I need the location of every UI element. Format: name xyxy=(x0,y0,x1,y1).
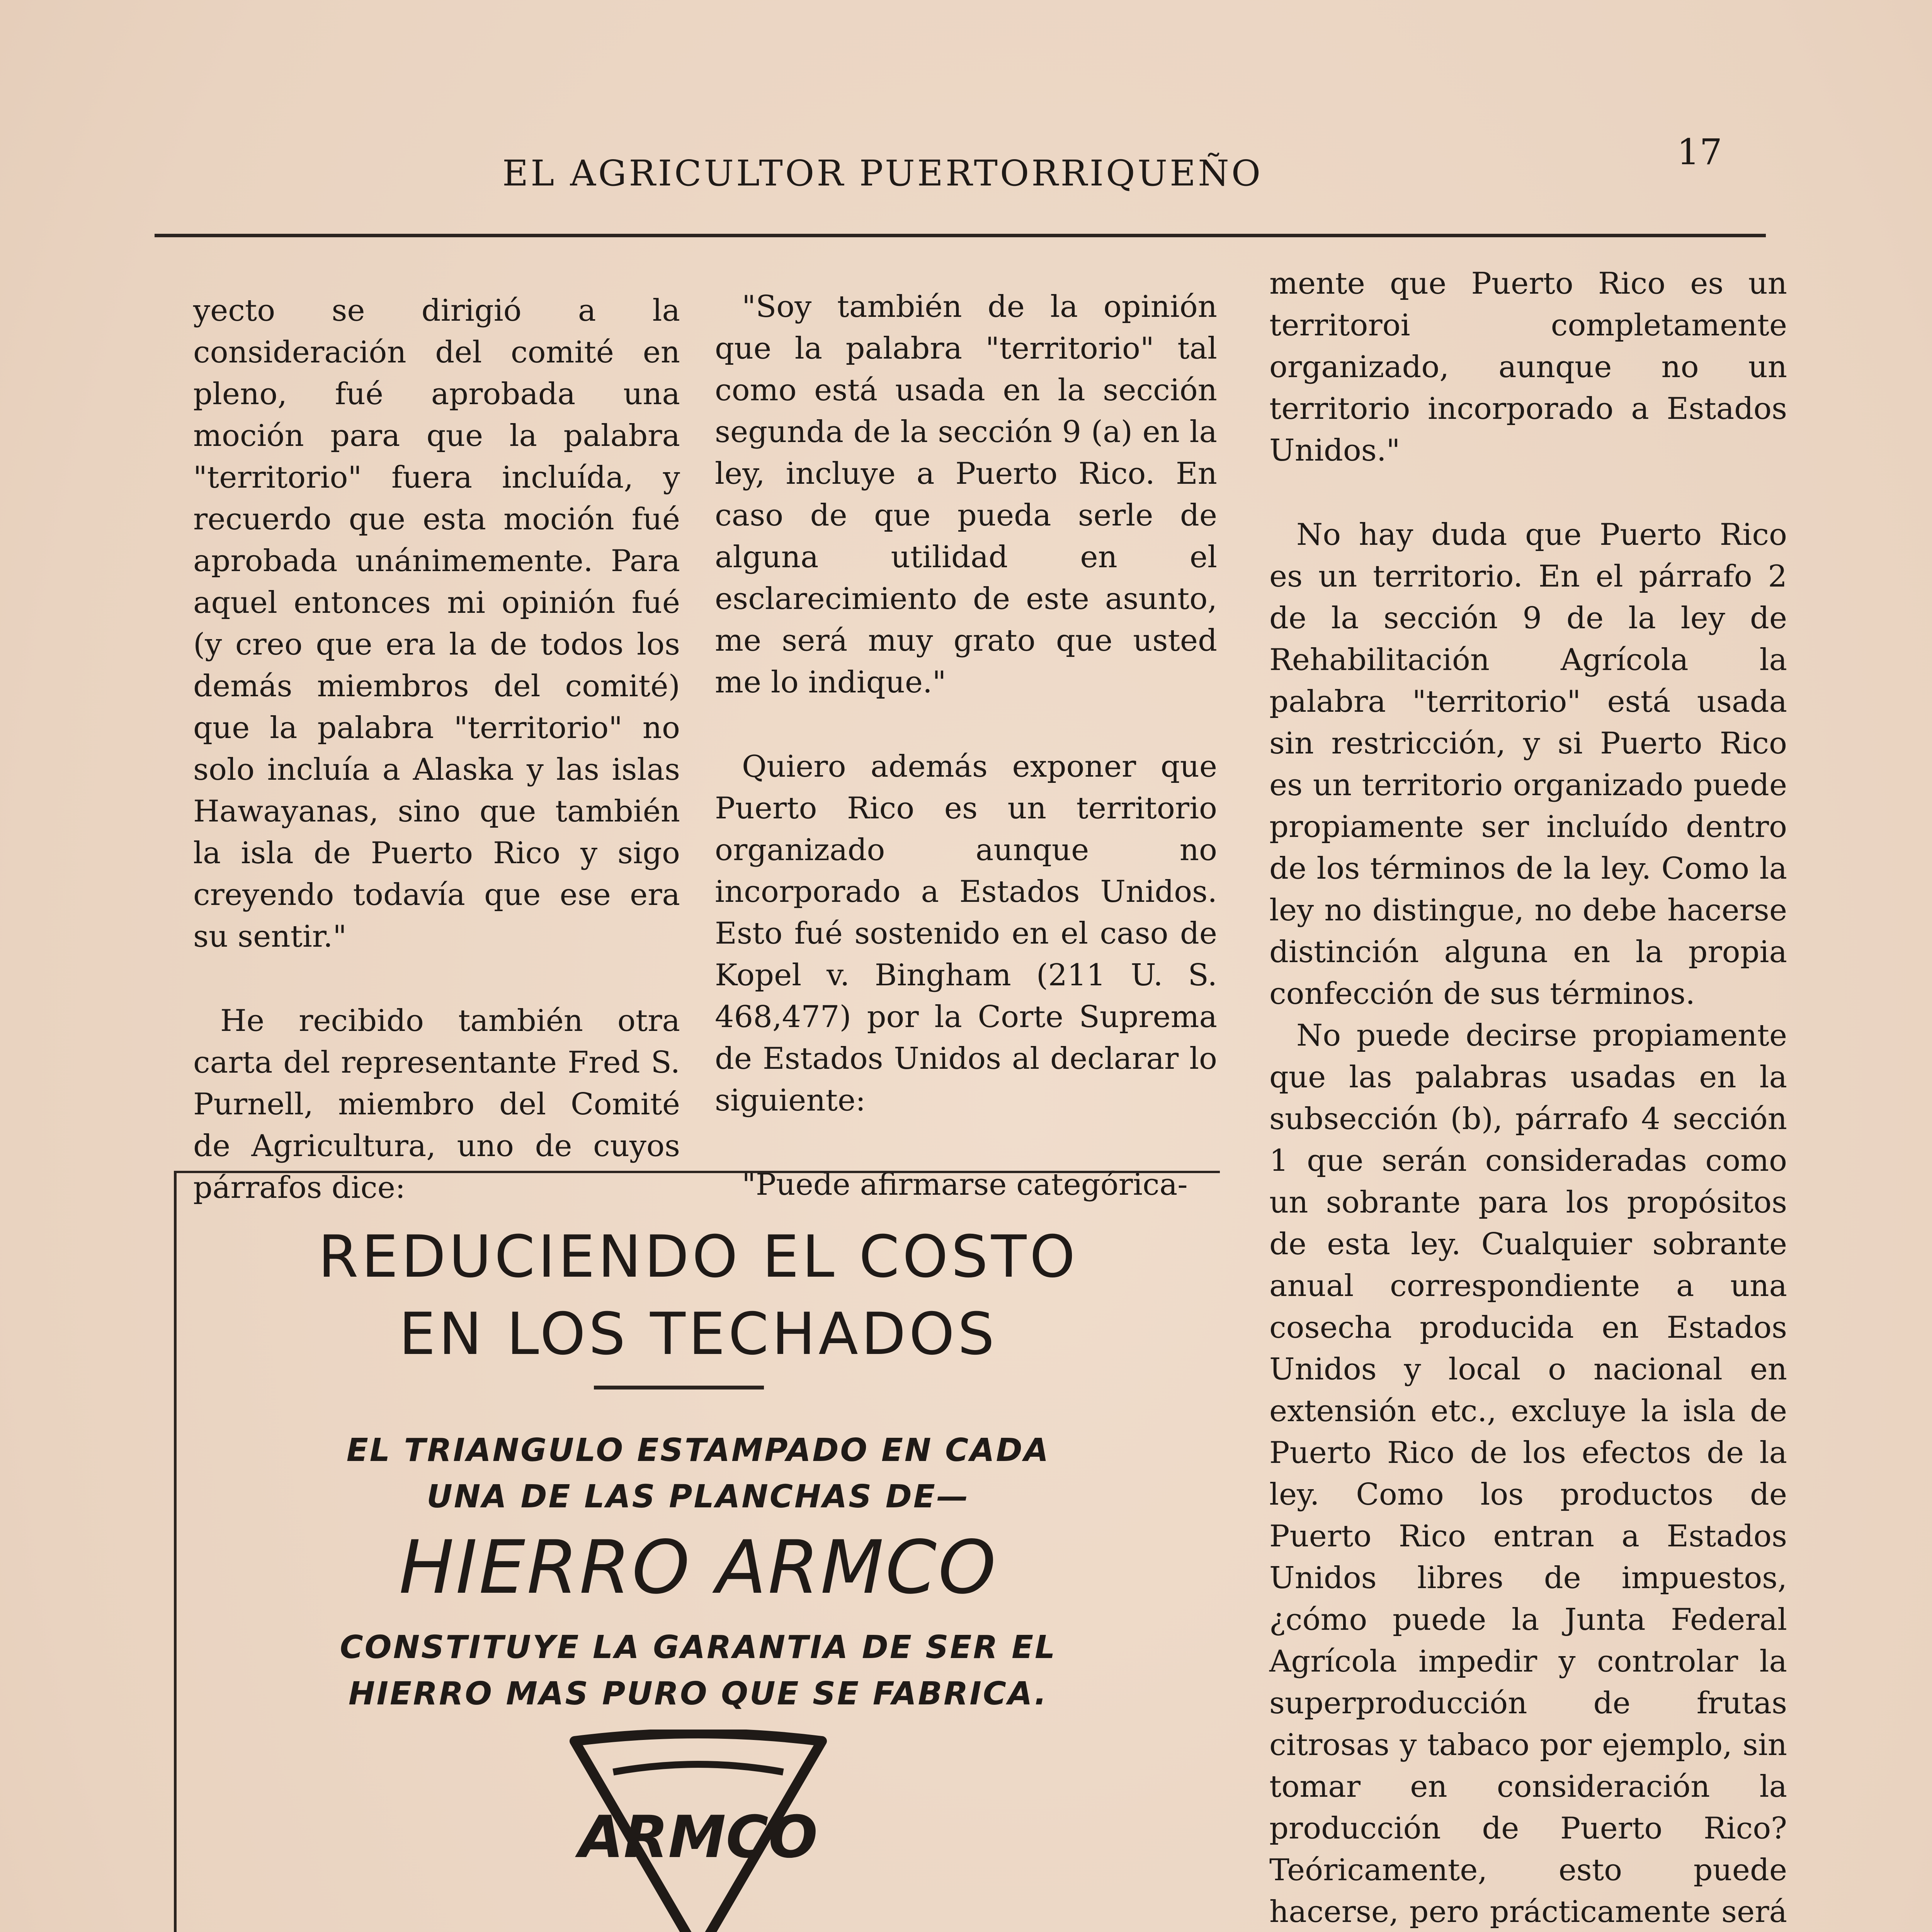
armco-triangle-logo-icon xyxy=(559,1730,837,1932)
column-3-paragraph-3: No puede decirse propiamente que las palabras usadas en la subsección (b), párrafo 4 sección 1 que serán consideradas como un sobrante para los propósitos de esta ley. Cualquier sobrante anual correspondiente a una cosecha producida en Estados Unidos y local o nacional en extensión etc., excluye la isla de Puerto Rico de los efectos de la ley. Como los productos de Puerto Rico entran a Estados Unidos libres de impuestos, ¿cómo puede la Junta Federal Agrícola impedir y controlar la superproducción de frutas citrosas y tabaco por ejemplo, sin tomar en consideración la producción de Puerto Rico? Teóricamente, esto puede hacerse, pero prácticamente será xyxy=(1269,1018,1787,1929)
column-3 xyxy=(1269,263,1787,1932)
column-2-paragraph-2: Quiero además exponer que Puerto Rico es un territorio organizado aunque no incorporado a Estados Unidos. Esto fué sostenido en el caso de Kopel v. Bingham (211 U. S. 468,477) por la Corte Suprema de Estados Unidos al declarar lo siguiente: xyxy=(715,749,1217,1118)
column-1 xyxy=(193,290,680,1251)
column-3-paragraph-2: No hay duda que Puerto Rico es un territorio. En el párrafo 2 de la sección 9 de la ley de Rehabilitación Agrícola la palabra "territorio" está usada sin restricción, y si Puerto Rico es un territorio organizado puede propiamente ser incluído dentro de los términos de la ley. Como la ley no distingue, no debe hacerse distinción alguna en la propia confección de sus términos. xyxy=(1269,517,1787,1011)
armco-advertisement xyxy=(174,1171,1220,1932)
column-2-paragraph-1: "Soy también de la opinión que la palabra "territorio" tal como está usada en la sección segunda de la sección 9 (a) en la ley, incluye a Puerto Rico. En caso de que pueda serle de alguna utilidad en el esclarecimiento de este asunto, me será muy grato que usted me lo indique." xyxy=(715,289,1217,700)
page-number: 17 xyxy=(1677,131,1723,173)
ad-tagline-1: EL TRIANGULO ESTAMPADO EN CADA xyxy=(346,1432,1050,1469)
ad-guarantee-1: CONSTITUYE LA GARANTIA DE SER EL xyxy=(340,1629,1057,1666)
column-2 xyxy=(715,286,1217,1248)
ad-headline-1: REDUCIENDO EL COSTO xyxy=(318,1223,1078,1291)
page-header-title: EL AGRICULTOR PUERTORRIQUEÑO xyxy=(502,153,1263,194)
ad-tagline-2: UNA DE LAS PLANCHAS DE— xyxy=(427,1478,970,1515)
ad-product-name: HIERRO ARMCO xyxy=(399,1525,998,1610)
column-1-paragraph-1: yecto se dirigió a la consideración del comité en pleno, fué aprobada una moción para que la palabra "territorio" fuera incluída, y recuerdo que esta moción fué aprobada unánimemente. Para aquel entonces mi opinión fué (y creo que era la de todos los demás miembros del comité) que la palabra "territorio" no solo incluía a Alaska y las islas Hawayanas, sino que también la isla de Puerto Rico y sigo creyendo todavía que ese era su sentir." xyxy=(193,293,680,954)
ad-headline-2: EN LOS TECHADOS xyxy=(399,1301,998,1368)
ad-short-rule xyxy=(594,1386,764,1389)
armco-logo-text: ARMCO xyxy=(578,1804,818,1871)
column-2-paragraph-3: "Puede afirmarse categórica- xyxy=(742,1167,1188,1202)
header-rule xyxy=(155,234,1766,237)
ad-guarantee-2: HIERRO MAS PURO QUE SE FABRICA. xyxy=(348,1675,1048,1712)
column-3-paragraph-1: mente que Puerto Rico es un territoroi completamente organizado, aunque no un territorio incorporado a Estados Unidos." xyxy=(1269,266,1787,468)
column-1-paragraph-2: He recibido también otra carta del representante Fred S. Purnell, miembro del Comité de Agricultura, uno de cuyos párrafos dice: xyxy=(193,1003,680,1205)
